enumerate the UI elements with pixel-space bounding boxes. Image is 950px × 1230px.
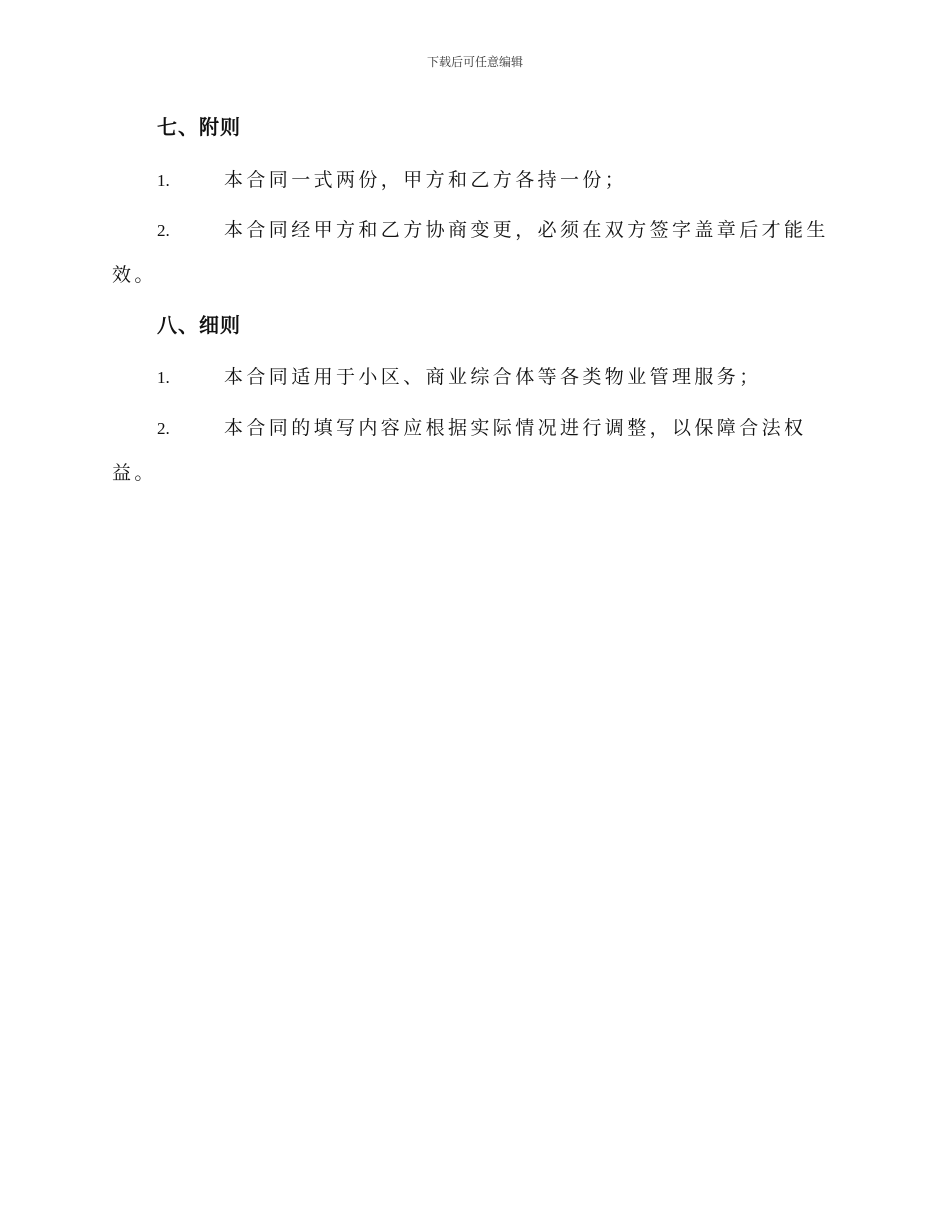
list-item-text: 本合同的填写内容应根据实际情况进行调整，以保障合法权益。: [112, 417, 807, 484]
list-item-number: 2.: [157, 419, 170, 438]
section-heading-appendix: 七、附则: [157, 115, 241, 139]
list-item: [112, 355, 842, 400]
list-item-text: 本合同一式两份，甲方和乙方各持一份；: [224, 169, 628, 191]
list-item-number: 2.: [157, 221, 170, 240]
list-item: [112, 406, 842, 495]
list-item: [112, 208, 842, 296]
list-item-text: 本合同经甲方和乙方协商变更，必须在双方签字盖章后才能生效。: [112, 219, 829, 286]
list-item: [112, 158, 842, 203]
list-item-number: 1.: [157, 368, 170, 387]
section-heading-details: 八、细则: [157, 313, 241, 337]
page-header-note: 下载后可任意编辑: [426, 55, 523, 69]
list-item-text: 本合同适用于小区、商业综合体等各类物业管理服务；: [224, 366, 762, 388]
list-item-number: 1.: [157, 171, 170, 190]
